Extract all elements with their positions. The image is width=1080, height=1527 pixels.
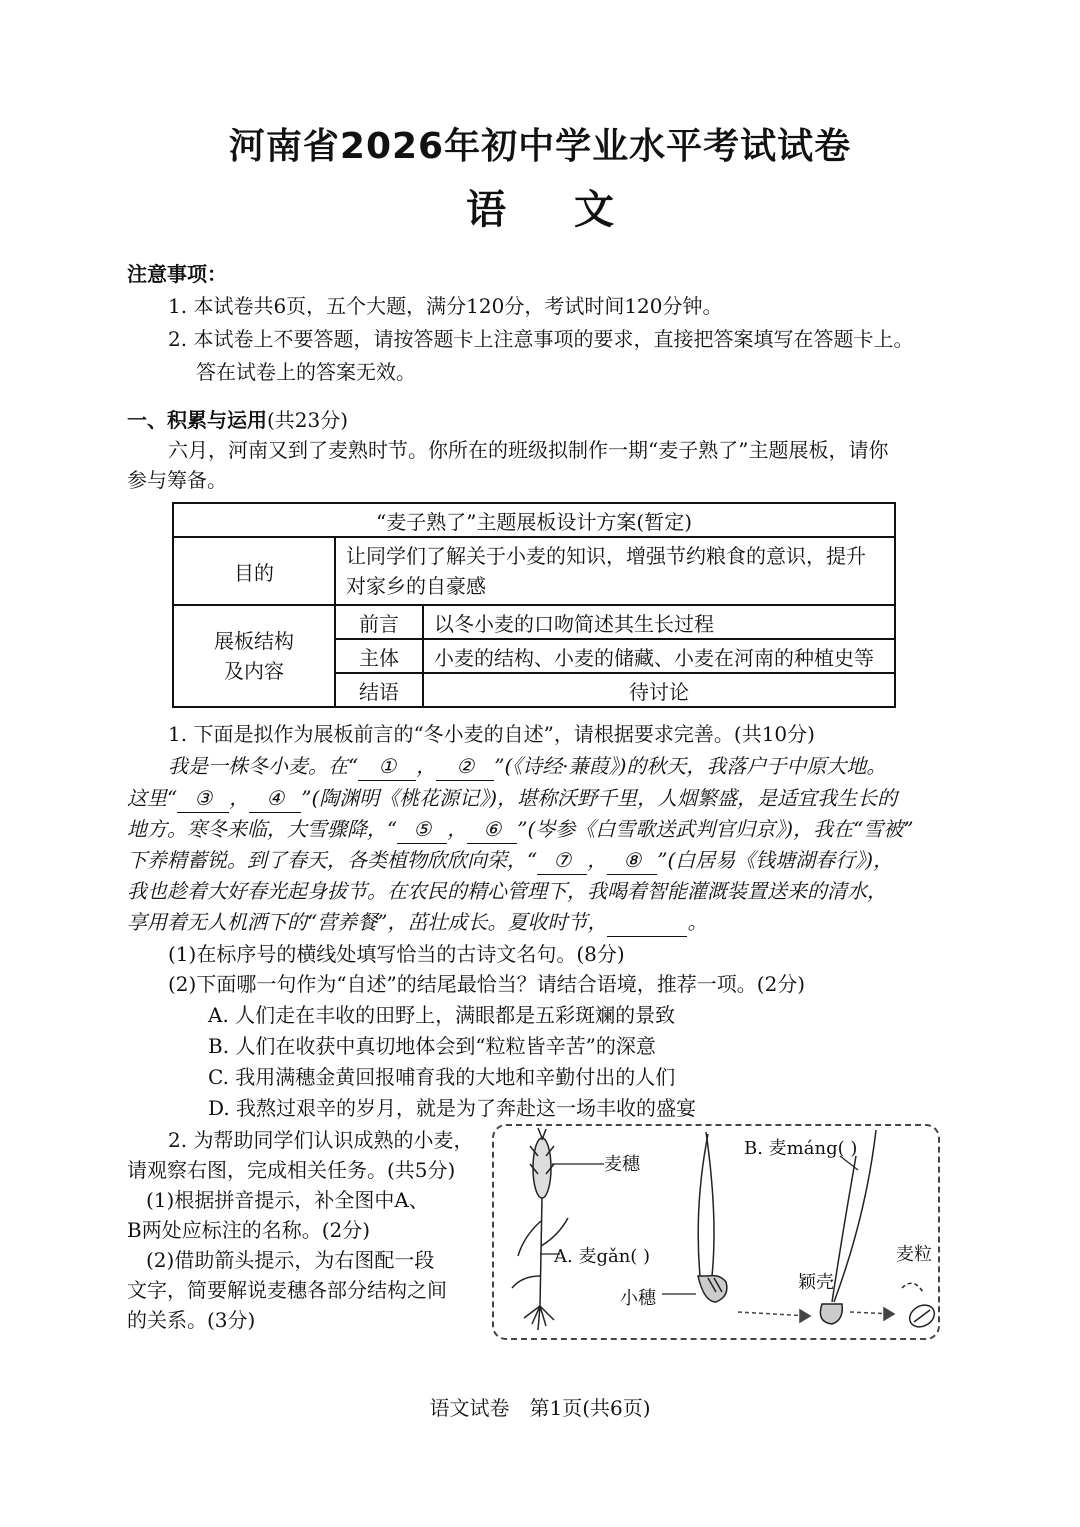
wheat-plant-icon [512,1128,604,1330]
q1-passage-line-1 [168,752,886,781]
subject-title [0,178,1080,235]
table-row-content: 待讨论 [423,673,895,707]
purpose-content [335,537,895,605]
page-footer: 语文试卷 第1页(共6页) [429,1396,651,1420]
table-row-part: 结语 [335,673,423,707]
blank-4: ④ [249,784,301,813]
comma: ， [447,817,468,841]
q2-line-7: 的关系。(3分) [127,1308,256,1332]
q2-line-3: (1)根据拼音提示，补全图中A、 [146,1188,429,1212]
structure-label [173,605,335,707]
label-xiaosui: 小穗 [620,1288,656,1309]
table-row-part: 前言 [335,605,423,639]
blank-3: ③ [177,784,229,813]
passage-text: 下养精蓄锐。到了春天，各类植物欣欣向荣，“ [127,848,538,872]
blank-7: ⑦ [537,846,587,875]
section1-intro-1: 六月，河南又到了麦熟时节。你所在的班级拟制作一期“麦子熟了”主题展板，请你 [168,438,889,462]
comma: ， [416,754,437,778]
spikelet-icon [662,1132,727,1302]
table-row-content: 小麦的结构、小麦的储藏、小麦在河南的种植史等 [423,639,895,673]
q1-sub-1: (1)在标序号的横线处填写恰当的古诗文名句。(8分) [168,942,625,966]
section1-intro-2: 参与筹备。 [127,468,227,492]
structure-label-2: 及内容 [224,659,284,683]
comma: ， [229,786,250,810]
notes-item-1: 1. 本试卷共6页，五个大题，满分120分，考试时间120分钟。 [168,294,723,318]
label-b-awn: B. 麦máng( ) [744,1138,858,1159]
passage-text: 。 [687,910,708,934]
q2-line-2: 请观察右图，完成相关任务。(共5分) [127,1158,456,1182]
table-caption: “麦子熟了”主题展板设计方案(暂定) [173,503,895,537]
blank-5: ⑤ [397,815,447,844]
purpose-line-1: 让同学们了解关于小麦的知识，增强节约粮食的意识，提升 [346,544,866,568]
label-a-stem: A. 麦gǎn( ) [554,1246,651,1267]
passage-text: ”(白居易《钱塘湖春行》)， [657,848,894,872]
blank-ending [607,908,687,937]
subject-char-2: 文 [574,187,614,233]
passage-text: 地方。寒冬来临，大雪骤降，“ [127,817,398,841]
q1-option-a: A. 人们走在丰收的田野上，满眼都是五彩斑斓的景致 [208,1003,676,1027]
grain-icon [902,1283,938,1331]
purpose-label: 目的 [173,537,335,605]
q1-passage-line-4 [127,846,893,875]
blank-1: ① [358,752,416,781]
wheat-diagram [492,1124,940,1340]
q1-option-c: C. 我用满穗金黄回报哺育我的大地和辛勤付出的人们 [208,1065,676,1089]
notes-heading: 注意事项： [127,262,227,286]
table-row-content: 以冬小麦的口吻简述其生长过程 [423,605,895,639]
blank-6: ⑥ [467,815,517,844]
passage-text: 这里“ [127,786,178,810]
passage-text: ”(陶渊明《桃花源记》)，堪称沃野千里，人烟繁盛，是适宜我生长的 [301,786,898,810]
label-yingke: 颖壳 [798,1272,834,1293]
q1-sub-2: (2)下面哪一句作为“自述”的结尾最恰当？请结合语境，推荐一项。(2分) [168,972,806,996]
passage-text: 享用着无人机洒下的“营养餐”，茁壮成长。夏收时节， [127,910,608,934]
blank-8: ⑧ [607,846,657,875]
notes-item-2: 2. 本试卷上不要答题，请按答题卡上注意事项的要求，直接把答案填写在答题卡上。 [168,327,914,351]
comma: ， [587,848,608,872]
section1-heading [127,406,348,434]
label-maisui: 麦穗 [604,1154,640,1175]
q2-line-5: (2)借助箭头提示，为右图配一段 [146,1248,435,1272]
q1-option-b: B. 人们在收获中真切地体会到“粒粒皆辛苦”的深意 [208,1034,656,1058]
passage-text: ”(《诗经·蒹葭》)的秋天，我落户于中原大地。 [494,754,887,778]
wheat-drawing [494,1126,938,1338]
q1-passage-line-5: 我也趁着大好春光起身拔节。在农民的精心管理下，我喝着智能灌溉装置送来的清水， [127,879,887,903]
q1-passage-line-2 [127,784,897,813]
q1-option-d: D. 我熬过艰辛的岁月，就是为了奔赴这一场丰收的盛宴 [208,1096,697,1120]
label-maili: 麦粒 [896,1244,932,1265]
q2-line-4: B两处应标注的名称。(2分) [127,1218,371,1242]
exam-title: 河南省2026年初中学业水平考试试卷 [228,126,852,167]
q1-stem: 1. 下面是拟作为展板前言的“冬小麦的自述”，请根据要求完善。(共10分) [168,722,815,746]
q2-line-1: 2. 为帮助同学们认识成熟的小麦， [168,1128,474,1152]
arrow-icon [738,1308,894,1322]
passage-text: ”(岑参《白雪歌送武判官归京》)，我在“雪被” [517,817,914,841]
purpose-line-2: 对家乡的自豪感 [346,574,486,598]
blank-2: ② [436,752,494,781]
design-plan-table [172,502,896,708]
q2-line-6: 文字，简要解说麦穗各部分结构之间 [127,1278,447,1302]
q1-passage-line-3 [127,815,914,844]
subject-char-1: 语 [466,187,506,233]
section1-score: (共23分) [267,408,349,432]
table-row-part: 主体 [335,639,423,673]
q1-passage-line-6 [127,908,707,937]
passage-text: 我是一株冬小麦。在“ [168,754,359,778]
section1-title: 一、积累与运用 [127,408,267,432]
notes-item-2-cont: 答在试卷上的答案无效。 [196,360,416,384]
structure-label-1: 展板结构 [214,629,294,653]
